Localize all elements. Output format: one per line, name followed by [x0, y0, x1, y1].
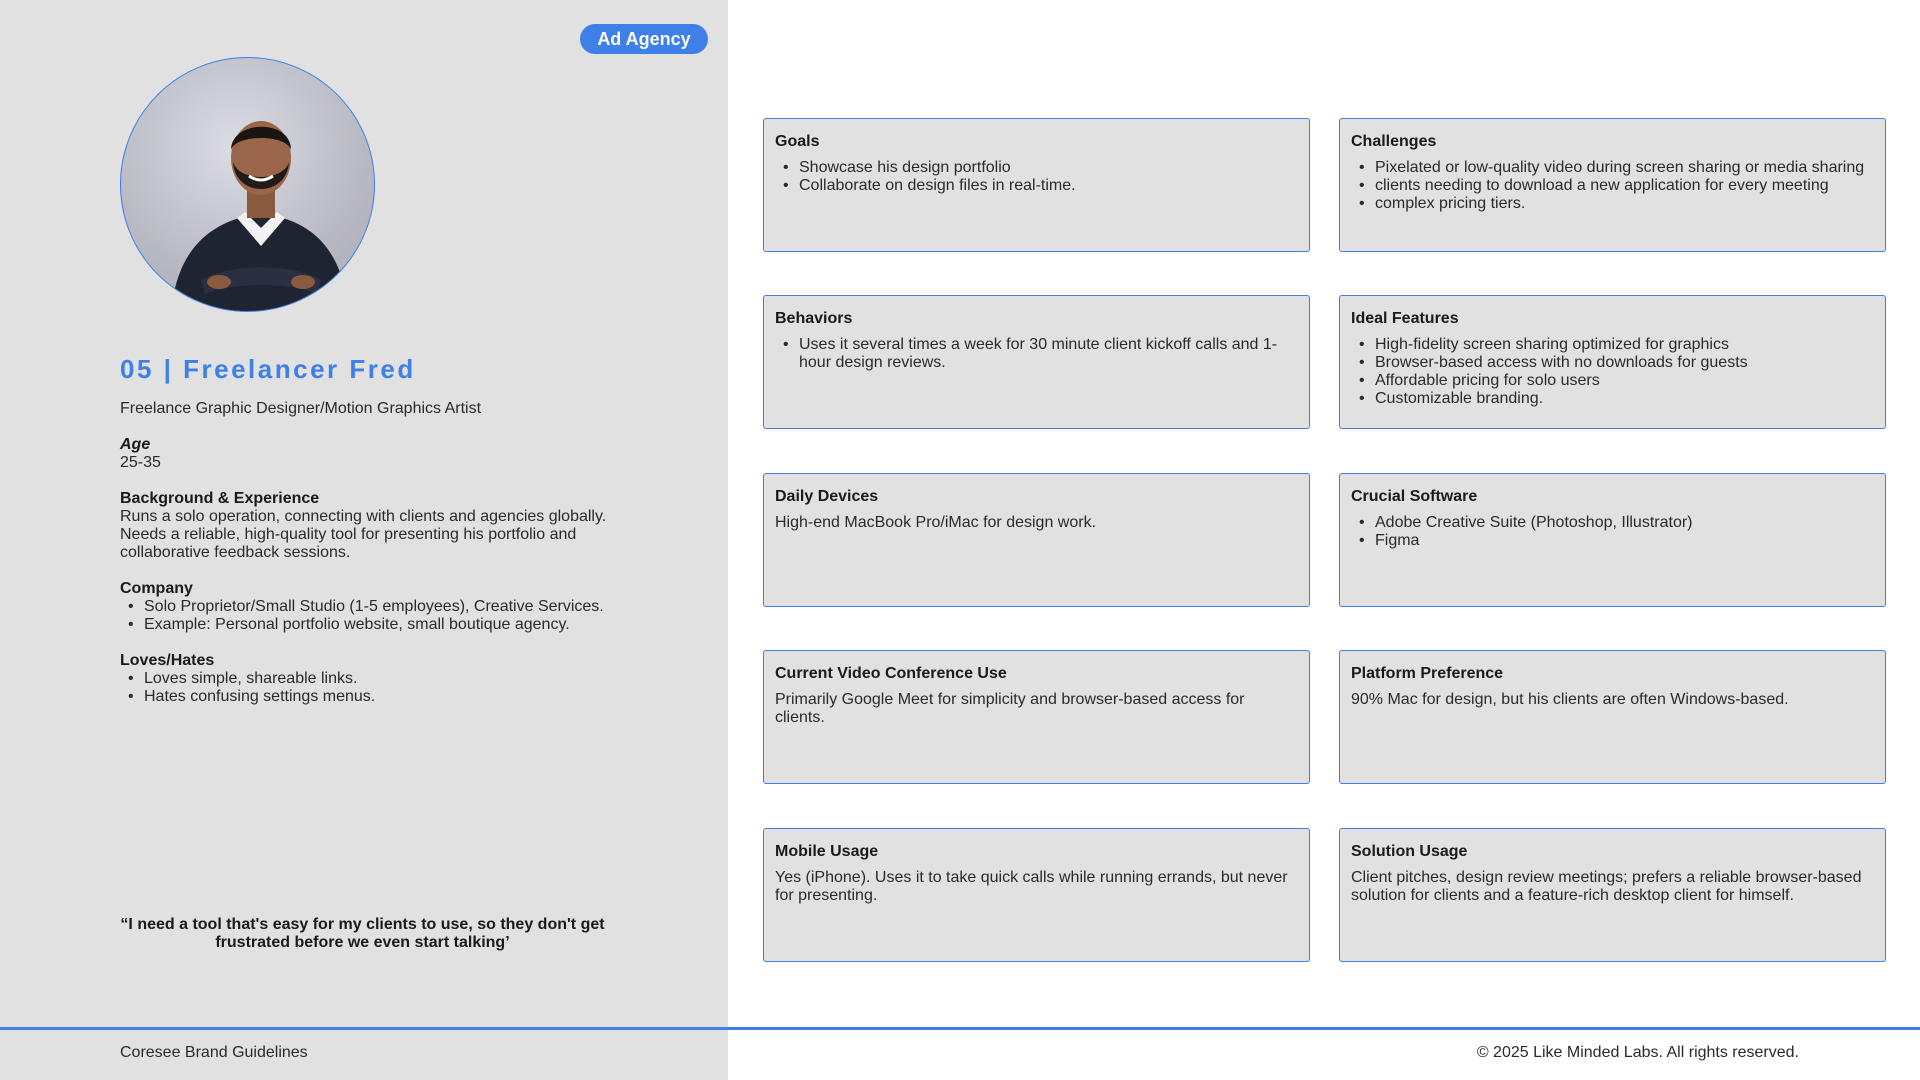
daily-devices-card — [763, 473, 1310, 607]
list-item: • Example: Personal portfolio website, small boutique agency. — [120, 616, 610, 634]
goals-card — [763, 118, 1310, 252]
loves-hates-section — [120, 652, 610, 706]
footer-copyright: © 2025 Like Minded Labs. All rights reserved. — [1476, 1044, 1799, 1061]
company-list — [120, 598, 610, 634]
card-list — [1351, 159, 1873, 213]
background-text: Runs a solo operation, connecting with clients and agencies globally. Needs a reliable, high-quality tool for presenting his portfolio and collaborative feedback sessions. — [120, 508, 607, 561]
background-label: Background & Experience — [120, 490, 320, 507]
persona-quote: “I need a tool that's easy for my clients to use, so they don't get frustrated before we even start talking’ — [120, 916, 605, 951]
card-title: Crucial Software — [1351, 488, 1478, 505]
portrait-image — [121, 58, 375, 312]
card-text: Yes (iPhone). Uses it to take quick calls while running errands, but never for presenting. — [775, 869, 1288, 904]
card-title: Behaviors — [775, 310, 853, 327]
card-title: Current Video Conference Use — [775, 665, 1007, 682]
crucial-software-card — [1339, 473, 1886, 607]
persona-name: 05 | Freelancer Fred — [120, 354, 416, 384]
list-item: • Loves simple, shareable links. — [120, 670, 610, 688]
persona-details — [120, 436, 610, 724]
list-item: • Showcase his design portfolio — [775, 159, 1297, 177]
platform-preference-card — [1339, 650, 1886, 784]
card-text: High-end MacBook Pro/iMac for design work. — [775, 514, 1097, 531]
list-item: • Affordable pricing for solo users — [1351, 372, 1873, 390]
card-text: Primarily Google Meet for simplicity and browser-based access for clients. — [775, 691, 1245, 726]
ideal-features-card — [1339, 295, 1886, 429]
card-title: Daily Devices — [775, 488, 879, 505]
persona-panel — [0, 0, 728, 1080]
company-section — [120, 580, 610, 634]
footer-divider — [0, 1027, 1920, 1030]
card-list — [1351, 336, 1873, 408]
card-list — [775, 159, 1297, 195]
card-list — [775, 336, 1297, 372]
card-title: Solution Usage — [1351, 843, 1468, 860]
card-title: Challenges — [1351, 133, 1437, 150]
list-item: • Hates confusing settings menus. — [120, 688, 610, 706]
age-value: 25-35 — [120, 454, 161, 471]
card-list — [1351, 514, 1873, 550]
list-item: • Solo Proprietor/Small Studio (1-5 employees), Creative Services. — [120, 598, 610, 616]
list-item: • Figma — [1351, 532, 1873, 550]
persona-role: Freelance Graphic Designer/Motion Graphics Artist — [120, 400, 482, 417]
company-label: Company — [120, 580, 193, 597]
card-title: Ideal Features — [1351, 310, 1459, 327]
behaviors-card — [763, 295, 1310, 429]
list-item: • High-fidelity screen sharing optimized for graphics — [1351, 336, 1873, 354]
age-section — [120, 436, 610, 472]
mobile-usage-card — [763, 828, 1310, 962]
card-text: 90% Mac for design, but his clients are often Windows-based. — [1351, 691, 1789, 708]
challenges-card — [1339, 118, 1886, 252]
list-item: • Customizable branding. — [1351, 390, 1873, 408]
solution-usage-card — [1339, 828, 1886, 962]
category-tag: Ad Agency — [580, 24, 708, 54]
footer-brand: Coresee Brand Guidelines — [120, 1044, 308, 1061]
current-video-card — [763, 650, 1310, 784]
persona-avatar — [120, 57, 375, 312]
list-item: • Browser-based access with no downloads for guests — [1351, 354, 1873, 372]
card-text: Client pitches, design review meetings; prefers a reliable browser-based solution for clients and a feature-rich desktop client for himself. — [1351, 869, 1862, 904]
background-section — [120, 490, 610, 562]
age-label: Age — [120, 436, 151, 453]
list-item: • Collaborate on design files in real-time. — [775, 177, 1297, 195]
card-title: Goals — [775, 133, 820, 150]
list-item: • Pixelated or low-quality video during screen sharing or media sharing — [1351, 159, 1873, 177]
list-item: • Uses it several times a week for 30 minute client kickoff calls and 1-hour design reviews. — [775, 336, 1297, 372]
list-item: • complex pricing tiers. — [1351, 195, 1873, 213]
card-title: Mobile Usage — [775, 843, 879, 860]
loves-hates-list — [120, 670, 610, 706]
loves-hates-label: Loves/Hates — [120, 652, 215, 669]
list-item: • Adobe Creative Suite (Photoshop, Illustrator) — [1351, 514, 1873, 532]
list-item: • clients needing to download a new application for every meeting — [1351, 177, 1873, 195]
card-title: Platform Preference — [1351, 665, 1504, 682]
